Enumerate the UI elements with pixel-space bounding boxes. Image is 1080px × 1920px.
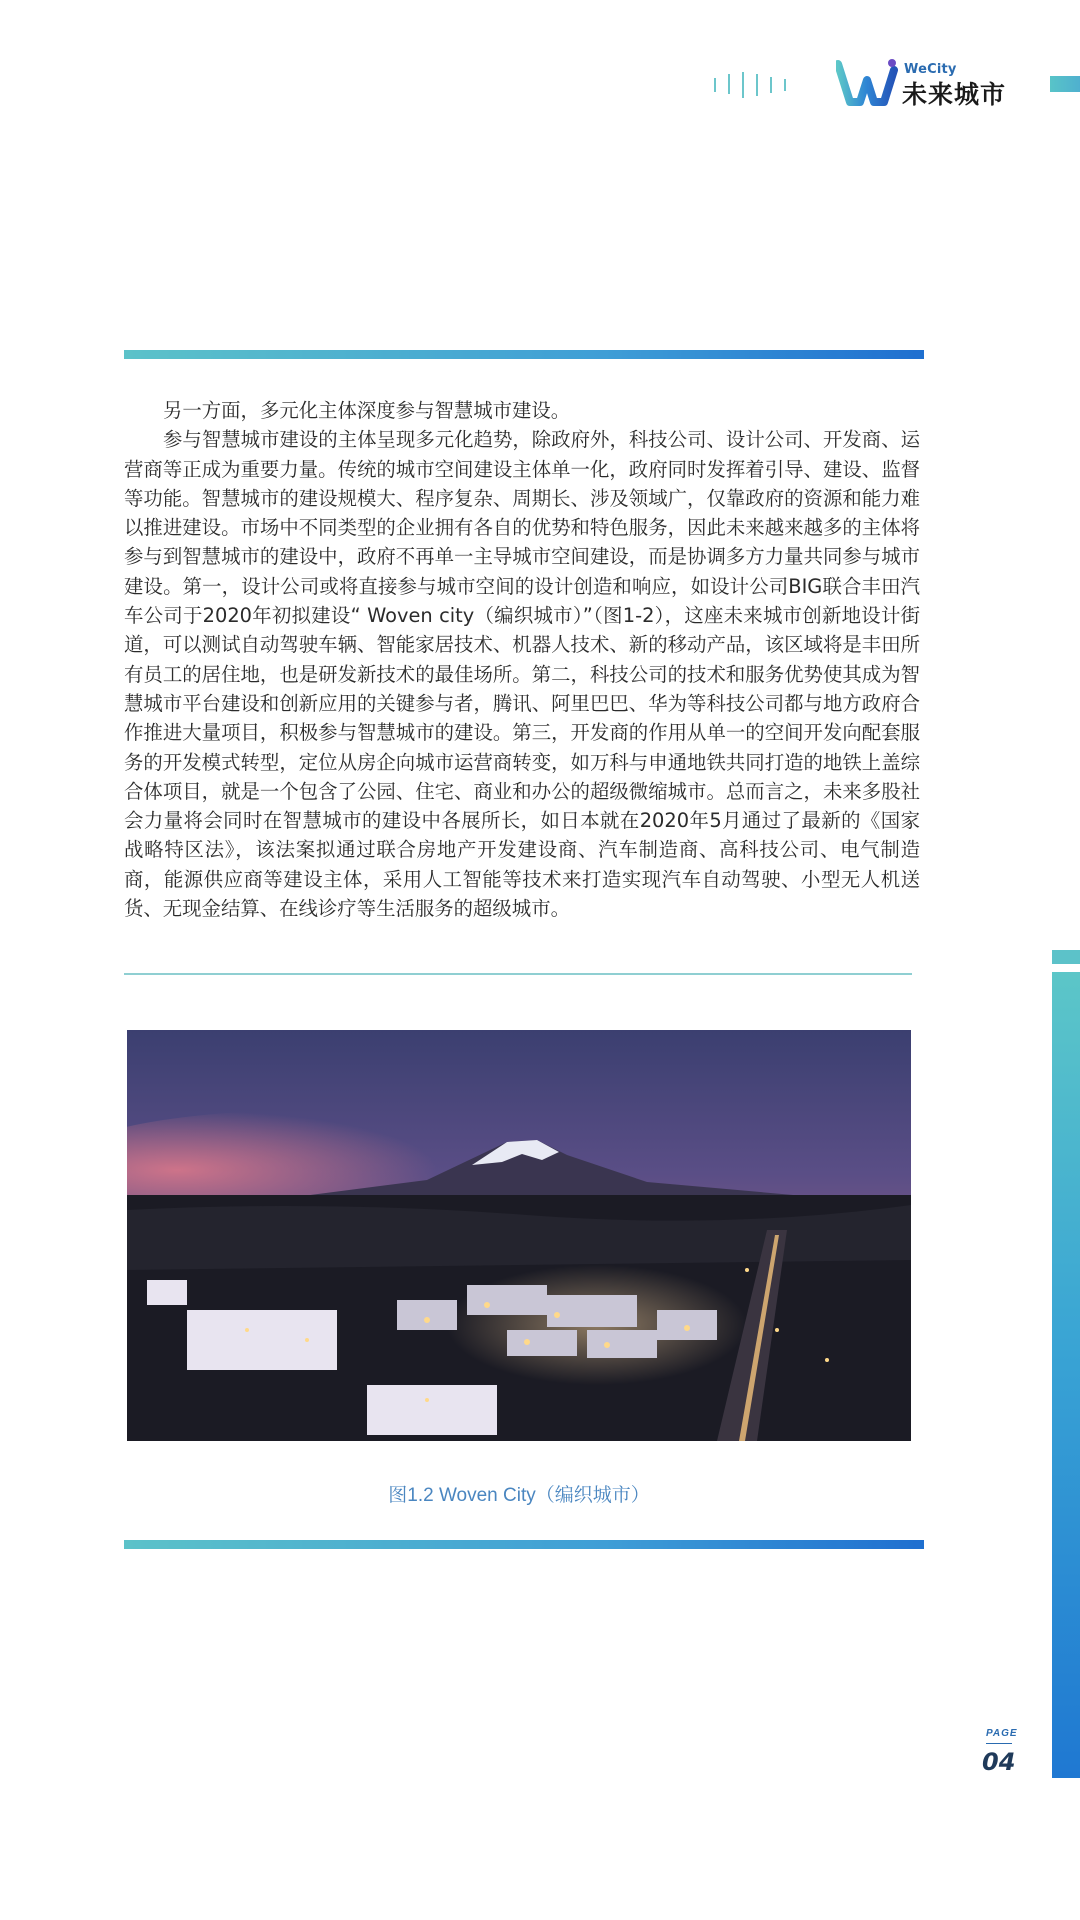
paragraph-intro: 另一方面，多元化主体深度参与智慧城市建设。 — [163, 399, 571, 422]
corner-accent-tab — [1050, 76, 1080, 92]
body-text — [124, 396, 920, 923]
paragraph-main: 参与智慧城市建设的主体呈现多元化趋势，除政府外，科技公司、设计公司、开发商、运营商等正成为重要力量。传统的城市空间建设主体单一化，政府同时发挥着引导、建设、监督等功能。智慧城市的建设规模大、程序复杂、周期长、涉及领域广，仅靠政府的资源和能力难以推进建设。市场中不同类型的企业拥有各自的优势和特色服务，因此未来越来越多的主体将参与到智慧城市的建设中，政府不再单一主导城市空间建设，而是协调多方力量共同参与城市建设。第一，设计公司或将直接参与城市空间的设计创造和响应，如设计公司BIG联合丰田汽车公司于2020年初拟建设“ Woven city（编织城市）”（图1-2），这座未来城市创新地设计街道，可以测试自动驾驶车辆、智能家居技术、机器人技术、新的移动产品，该区域将是丰田所有员工的居住地，也是研发新技术的最佳场所。第二，科技公司的技术和服务优势使其成为智慧城市平台建设和创新应用的关键参与者，腾讯、阿里巴巴、华为等科技公司都与地方政府合作推进大量项目，积极参与智慧城市的建设。第三，开发商的作用从单一的空间开发向配套服务的开发模式转型，定位从房企向城市运营商转变，如万科与申通地铁共同打造的地铁上盖综合体项目，就是一个包含了公园、住宅、商业和办公的超级微缩城市。总而言之，未来多股社会力量将会同时在智慧城市的建设中各展所长，如日本就在2020年5月通过了最新的《国家战略特区法》，该法案拟通过联合房地产开发建设商、汽车制造商、高科技公司、电气制造商，能源供应商等建设主体，采用人工智能等技术来打造实现汽车自动驾驶、小型无人机送货、无现金结算、在线诊疗等生活服务的超级城市。 — [124, 428, 920, 921]
bottom-gradient-rule — [124, 1540, 924, 1549]
figure-caption: 图1.2 Woven City（编织城市） — [388, 1485, 650, 1506]
page-label: PAGE — [986, 1728, 1018, 1739]
night-city-image — [127, 1030, 911, 1441]
page-number: 04 — [982, 1748, 1016, 1776]
logo-small-text: WeCity — [904, 62, 957, 77]
wecity-logo — [836, 58, 1016, 108]
page-label-underline — [986, 1743, 1012, 1744]
side-gradient-bar — [1052, 972, 1080, 1778]
side-accent-tab — [1052, 950, 1080, 964]
top-gradient-rule — [124, 350, 924, 359]
woven-city-photo — [127, 1030, 911, 1441]
vertical-bars-decoration — [714, 72, 794, 98]
logo-title: 未来城市 — [902, 80, 1007, 109]
wecity-w-logo-icon — [836, 58, 898, 108]
middle-divider — [124, 973, 912, 975]
